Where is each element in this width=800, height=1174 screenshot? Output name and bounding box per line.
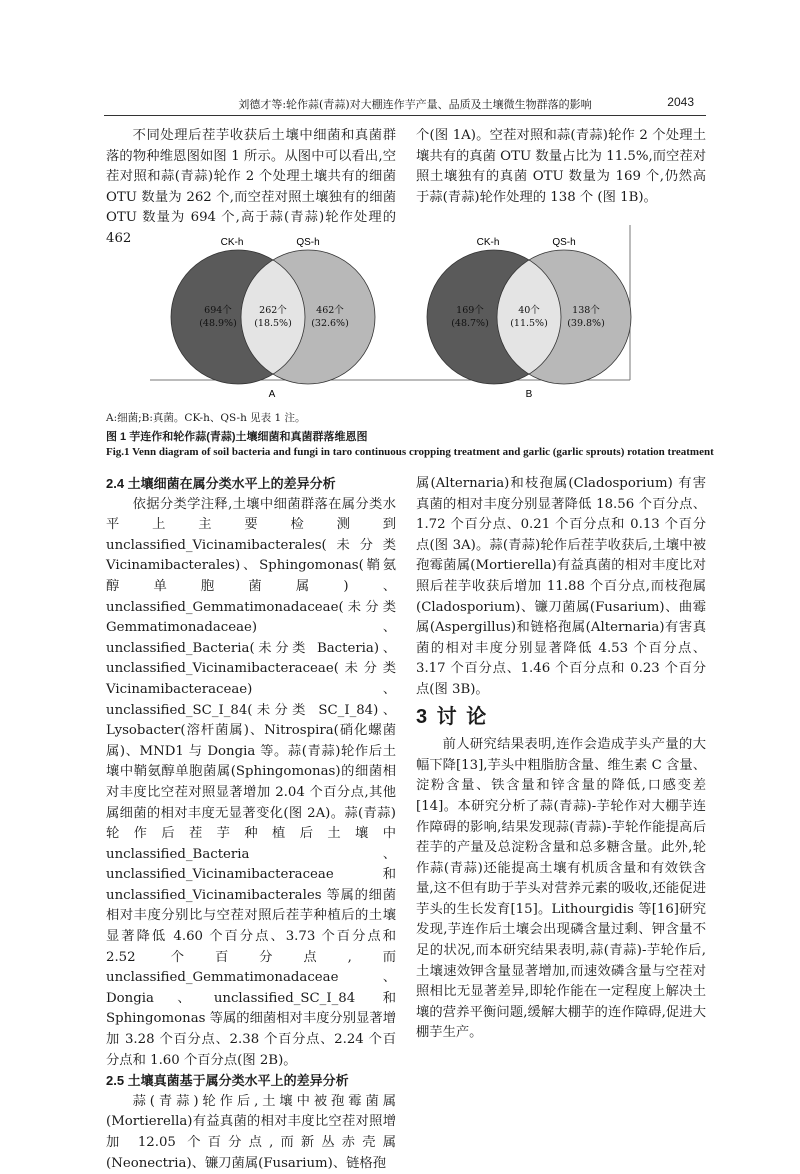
- panel-b-right-pct: (39.8%): [567, 318, 605, 329]
- section-2-5-paragraph-continued: 属(Alternaria)和枝孢属(Cladosporium) 有害真菌的相对丰度分别显著降低 18.56 个百分点、1.72 个百分点、0.21 个百分点和 0.13 个百分点(图 3A)。蒜(青蒜)轮作后茬芋收获后,土壤中被孢霉菌属(Mortierella)有益真菌的相对丰度比对照后茬芋收获后增加 11.88 个百分点,而枝孢属(Cladosporium)、镰刀菌属(Fusarium)、曲霉属(Aspergillus)和链格孢属(Alternaria)有害真菌的相对丰度分别显著降低 4.53 个百分点、3.17 个百分点、1.46 个百分点和 0.23 个百分点(图 3B)。: [416, 476, 706, 697]
- venn-diagrams: [150, 225, 650, 405]
- header-rule: [104, 115, 706, 116]
- figure-1: [150, 225, 650, 405]
- right-column-body: [416, 474, 706, 1044]
- panel-b-right-count: 138个: [572, 305, 600, 316]
- running-title: 刘德才等:轮作蒜(青蒜)对大棚连作芋产量、品质及土壤微生物群落的影响: [238, 98, 592, 111]
- panel-b-left-pct: (48.7%): [451, 318, 489, 329]
- panel-b-mid-pct: (11.5%): [510, 318, 548, 329]
- left-column-body: [106, 474, 396, 1174]
- section-3-heading: 3 讨 论: [416, 705, 489, 728]
- intro-paragraph: 不同处理后茬芋收获后土壤中细菌和真菌群落的物种维恩图如图 1 所示。从图中可以看出,空茬对照和蒜(青蒜)轮作 2 个处理土壤共有的细菌 OTU 数量为 262 个,而空茬对照土壤独有的细菌 OTU 数量为 694 个,高于蒜(青蒜)轮作处理的 462: [106, 128, 396, 246]
- panel-a-right-pct: (32.6%): [311, 318, 349, 329]
- panel-a-right-count: 462个: [316, 305, 344, 316]
- panel-a-mid-pct: (18.5%): [254, 318, 292, 329]
- panel-a-label-right: QS-h: [296, 237, 320, 248]
- panel-b-label-left: CK-h: [476, 237, 500, 248]
- section-2-4-heading: 2.4 土壤细菌在属分类水平上的差异分析: [106, 476, 336, 491]
- intro-paragraph-continued: 个(图 1A)。空茬对照和蒜(青蒜)轮作 2 个处理土壤共有的真菌 OTU 数量占比为 11.5%,而空茬对照土壤独有的真菌 OTU 数量为 169 个,仍然高于蒜(青蒜)轮作处理的 138 个 (图 1B)。: [416, 128, 706, 205]
- panel-a-letter: A: [268, 389, 276, 400]
- section-2-5-paragraph: 蒜(青蒜)轮作后,土壤中被孢霉菌属(Mortierella)有益真菌的相对丰度比空茬对照增加 12.05 个百分点,而新丛赤壳属(Neonectria)、镰刀菌属(Fusarium)、链格孢: [106, 1093, 396, 1171]
- intro-right-column: [416, 126, 706, 208]
- panel-b-left-count: 169个: [456, 305, 484, 316]
- panel-a-mid-count: 262个: [259, 305, 287, 316]
- venn-panel-b: [427, 237, 631, 400]
- section-2-5-heading: 2.5 土壤真菌基于属分类水平上的差异分析: [106, 1073, 349, 1089]
- panel-a-label-left: CK-h: [220, 237, 244, 248]
- panel-b-label-right: QS-h: [552, 237, 576, 248]
- panel-b-mid-count: 40个: [518, 305, 540, 316]
- section-3-paragraph: 前人研究结果表明,连作会造成芋头产量的大幅下降[13],芋头中粗脂肪含量、维生素 C 含量、淀粉含量、铁含量和锌含量的降低,口感变差[14]。本研究分析了蒜(青蒜)-芋轮作对大棚芋连作障碍的影响,结果发现蒜(青蒜)-芋轮作能提高后茬芋的产量及总淀粉含量和总多糖含量。此外,轮作蒜(青蒜)还能提高土壤有机质含量和有效铁含量,这不但有助于芋头对营养元素的吸收,还能促进芋头的生长发育[15]。Lithourgidis 等[16]研究发现,芋连作后土壤会出现磷含量过剩、钾含量不足的状况,而本研究结果表明,蒜(青蒜)-芋轮作后,土壤速效钾含量显著增加,而速效磷含量与空茬对照相比无显著差异,即轮作能在一定程度上解决土壤的营养平衡问题,缓解大棚芋的连作障碍,促进大棚芋生产。: [416, 737, 706, 1041]
- figure-caption-cn: 图 1 芋连作和轮作蒜(青蒜)土壤细菌和真菌群落维恩图: [106, 431, 368, 443]
- figure-caption-en: Fig.1 Venn diagram of soil bacteria and fungi in taro continuous cropping treatment and garlic (garlic sprouts) rotation treatment: [106, 446, 714, 458]
- venn-panel-a: [171, 237, 375, 400]
- section-2-4-paragraph: 依据分类学注释,土壤中细菌群落在属分类水平上主要检测到 unclassified_Vicinamibacterales(未分类 Vicinamibacterales)、Sphingomonas(鞘氨醇单胞菌属)、unclassified_Gemmatimonadaceae(未分类 Gemmatimonadaceae)、unclassified_Bacteria(未分类 Bacteria)、unclassified_Vicinamibacteraceae(未分类 Vicinamibacteraceae)、unclassified_SC_I_84(未分类 SC_I_84)、Lysobacter(溶杆菌属)、Nitrospira(硝化螺菌属)、MND1 与 Dongia 等。蒜(青蒜)轮作后土壤中鞘氨醇单胞菌属(Sphingomonas)的细菌相对丰度比空茬对照显著增加 2.04 个百分点,其他属细菌的相对丰度无显著变化(图 2A)。蒜(青蒜)轮作后茬芋种植后土壤中 unclassified_Bacteria、unclassified_Vicinamibacteraceae 和 unclassified_Vicinamibacterales 等属的细菌相对丰度分别比与空茬对照后茬芋种植后的土壤显著降低 4.60 个百分点、3.73 个百分点和 2.52 个百分点,而 unclassified_Gemmatimonadaceae、Dongia、unclassified_SC_I_84 和 Sphingomonas 等属的细菌相对丰度分别显著增加 3.28 个百分点、2.38 个百分点、2.24 个百分点和 1.60 个百分点(图 2B)。: [106, 496, 396, 1068]
- panel-a-left-pct: (48.9%): [199, 318, 237, 329]
- page-number: 2043: [667, 95, 694, 109]
- panel-b-letter: B: [525, 389, 533, 400]
- panel-a-left-count: 694个: [204, 305, 232, 316]
- figure-note: A:细菌;B:真菌。CK-h、QS-h 见表 1 注。: [106, 412, 306, 424]
